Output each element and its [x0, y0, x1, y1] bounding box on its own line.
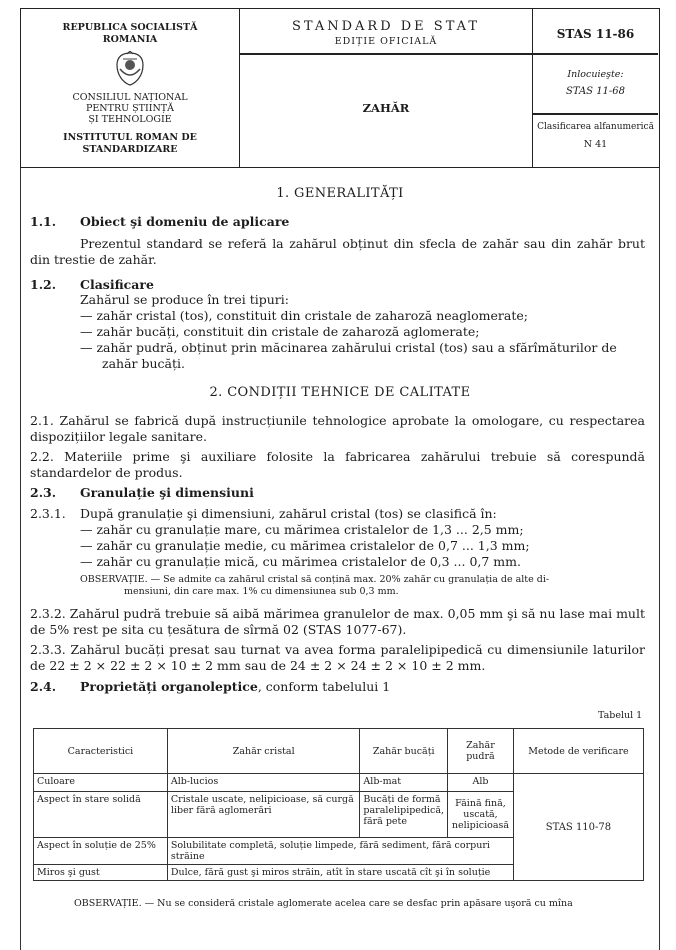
list-item-continuation: zahăr bucăți.: [102, 356, 185, 371]
table-caption: Tabelul 1: [598, 710, 643, 721]
clause-2-3-1-number: 2.3.1.: [30, 506, 66, 521]
organoleptic-properties-table: [33, 728, 644, 881]
country-name: ROMANIA: [102, 34, 158, 45]
clause-2-3-title: Granulație şi dimensiuni: [80, 485, 254, 500]
council-line-1: CONSILIUL NAȚIONAL: [72, 92, 188, 103]
standard-code: STAS 11-86: [556, 27, 635, 41]
table-header-cell: Metode de verificare: [513, 729, 643, 774]
institute-line-1: INSTITUTUL ROMAN DE: [63, 132, 197, 143]
clause-1-2-title: Clasificare: [80, 277, 154, 292]
council-line-2: PENTRU ȘTIINȚĂ: [85, 103, 174, 114]
observation-1-line-1: OBSERVAȚIE. — Se admite ca zahărul cristal să conțină max. 20% zahăr cu granulația de alte di-: [80, 574, 550, 585]
classification-label: Clasificarea alfanumerică: [537, 122, 654, 132]
clause-2-3-2-text: 2.3.2. Zahărul pudră trebuie să aibă mărimea granulelor de max. 0,05 mm şi să nu lase mai mult de 5% rest pe sita cu țesătura de sîrmă 02 (STAS 1077-67).: [30, 606, 645, 637]
clause-2-3-3-text: 2.3.3. Zahărul bucăți presat sau turnat va avea forma paralelipipedică cu dimensiunile laturilor de 22 ± 2 × 22 ± 2 × 10 ± 2 mm sau de 24 ± 2 × 24 ± 2 × 10 ± 2 mm.: [30, 642, 645, 673]
republic-name: REPUBLICA SOCIALISTĂ: [62, 22, 198, 33]
table-header-cell: Caracteristici: [34, 729, 168, 774]
table-cell: Dulce, fără gust şi miros străin, atît în stare uscată cît şi în soluție: [167, 865, 513, 881]
table-cell: Aspect în stare solidă: [34, 792, 168, 838]
list-item: — zahăr cu granulație mare, cu mărimea cristalelor de 1,3 ... 2,5 mm;: [80, 522, 524, 537]
table-cell: Cristale uscate, nelipicioase, să curgă liber fără aglomerări: [167, 792, 360, 838]
table-header-cell: Zahăr cristal: [167, 729, 360, 774]
title-divider: [240, 53, 532, 55]
reference-block: [533, 9, 658, 167]
table-cell: Aspect în soluție de 25%: [34, 838, 168, 865]
clause-1-2-number: 1.2.: [30, 277, 57, 292]
table-header-cell: Zahăr pudră: [448, 729, 514, 774]
classification-value: N 41: [583, 139, 608, 150]
clause-2-3-1-intro: După granulație şi dimensiuni, zahărul cristal (tos) se clasifică în:: [80, 506, 497, 521]
table-row: [34, 774, 644, 792]
replaces-label: Inlocuieşte:: [567, 69, 624, 80]
observation-1-line-2: mensiuni, din care max. 1% cu dimensiunea sub 0,3 mm.: [124, 586, 399, 597]
edition-label: EDIȚIE OFICIALĂ: [334, 36, 438, 47]
title-block: [240, 9, 533, 167]
list-item: — zahăr bucăți, constituit din cristale de zaharoză aglomerate;: [80, 324, 480, 339]
clause-2-4-heading: [80, 679, 390, 694]
replaces-value: STAS 11-68: [565, 86, 626, 97]
list-item: — zahăr cu granulație medie, cu mărimea cristalelor de 0,7 ... 1,3 mm;: [80, 538, 530, 553]
clause-2-3-number: 2.3.: [30, 485, 57, 500]
council-line-3: ȘI TEHNOLOGIE: [88, 114, 172, 125]
coat-of-arms-icon: [114, 51, 146, 87]
list-item: — zahăr pudră, obținut prin măcinarea zahărului cristal (tos) sau a sfărîmăturilor de: [80, 340, 617, 355]
table-header-cell: Zahăr bucăți: [360, 729, 448, 774]
clause-1-1-title: Obiect şi domeniu de aplicare: [80, 214, 290, 229]
institute-line-2: STANDARDIZARE: [82, 144, 178, 155]
replaces-divider: [533, 113, 658, 115]
issuer-block: [21, 9, 240, 167]
table-cell: Solubilitate completă, soluție limpede, fără sediment, fără corpuri străine: [167, 838, 513, 865]
clause-1-1-text: Prezentul standard se referă la zahărul obținut din sfecla de zahăr sau din zahăr brut din trestie de zahăr.: [30, 236, 645, 267]
footer-observation: OBSERVAȚIE. — Nu se consideră cristale aglomerate acelea care se desfac prin apăsare uşoră cu mîna: [74, 898, 573, 909]
table-cell: Alb-mat: [360, 774, 448, 792]
table-cell: Miros şi gust: [34, 865, 168, 881]
table-header-row: [34, 729, 644, 774]
clause-2-2-text: 2.2. Materiile prime şi auxiliare folosite la fabricarea zahărului trebuie să corespundă standardelor de produs.: [30, 449, 645, 480]
list-item: — zahăr cristal (tos), constituit din cristale de zaharoză neaglomerate;: [80, 308, 528, 323]
section-1-title: 1. GENERALITĂȚI: [276, 186, 404, 201]
clause-1-2-intro: Zahărul se produce în trei tipuri:: [80, 292, 289, 307]
code-divider: [533, 53, 658, 55]
clause-2-1-text: 2.1. Zahărul se fabrică după instrucțiunile tehnologice aprobate la omologare, cu respectarea dispozițiilor legale sanitare.: [30, 413, 645, 444]
clause-2-4-number: 2.4.: [30, 679, 57, 694]
clause-2-4-rest: , conform tabelului 1: [257, 679, 391, 694]
list-item: — zahăr cu granulație mică, cu mărimea cristalelor de 0,3 ... 0,7 mm.: [80, 554, 521, 569]
verification-method-cell: STAS 110-78: [513, 774, 643, 881]
clause-1-1-number: 1.1.: [30, 214, 57, 229]
section-2-title: 2. CONDIȚII TEHNICE DE CALITATE: [209, 385, 471, 400]
table-cell: Alb: [448, 774, 514, 792]
table-cell: Culoare: [34, 774, 168, 792]
standard-title: STANDARD DE STAT: [291, 19, 481, 34]
table-cell: Alb-lucios: [167, 774, 360, 792]
table-cell: Făină fină, uscată, nelipicioasă: [448, 792, 514, 838]
clause-2-4-title: Proprietăți organoleptice: [80, 679, 258, 694]
table-cell: Bucăți de formă paralelipipedică, fără pete: [360, 792, 448, 838]
standard-subject: ZAHĂR: [362, 101, 410, 115]
standard-header: [20, 8, 660, 168]
